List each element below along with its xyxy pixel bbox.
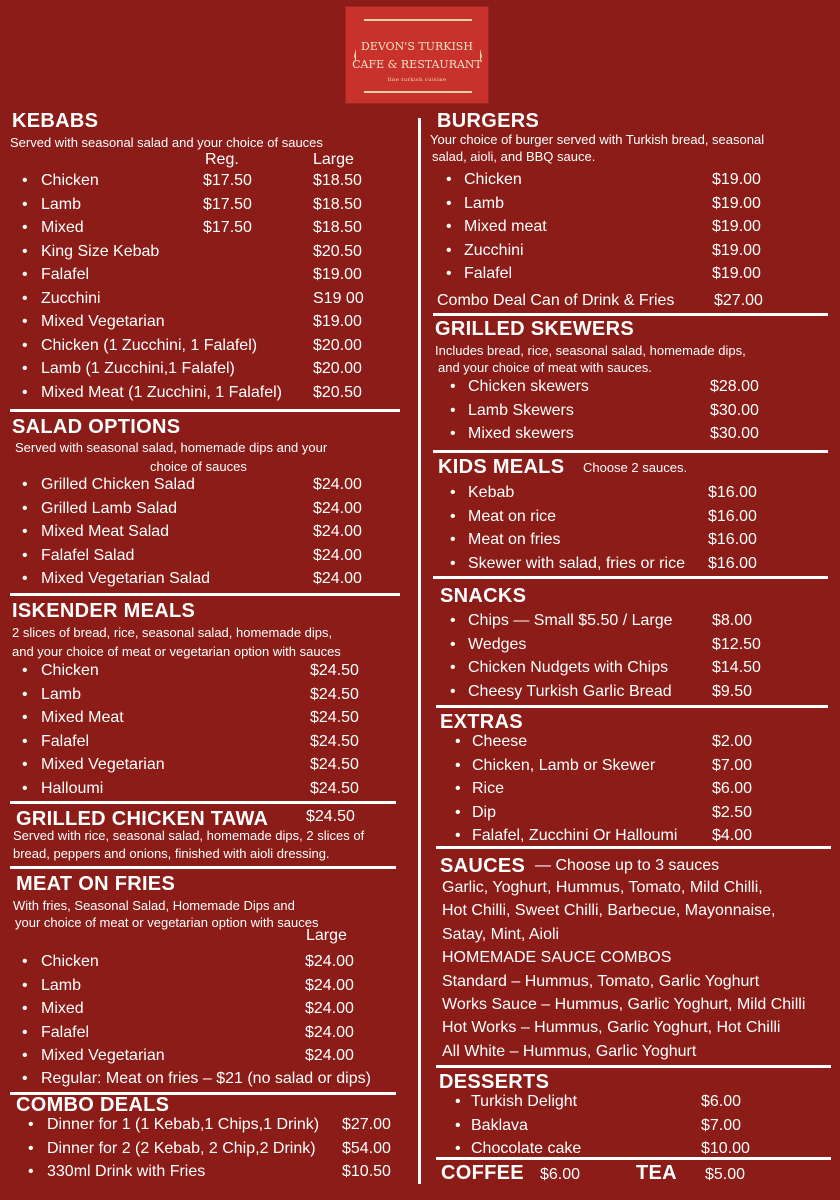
fries-item — [22, 953, 402, 975]
bullet: • — [22, 685, 28, 703]
item-name: 330ml Drink with Fries — [47, 1163, 206, 1180]
iskender-item — [22, 662, 402, 684]
fries-regular-note — [22, 1070, 402, 1092]
burgers-description-line2: salad, aioli, and BBQ sauce. — [432, 149, 596, 164]
item-price: $24.00 — [305, 1047, 354, 1064]
kids-item — [450, 508, 825, 530]
combo-item — [28, 1163, 408, 1185]
bullet: • — [450, 484, 456, 501]
item-name: Mixed — [41, 1000, 84, 1017]
item-price: $16.00 — [708, 484, 757, 501]
bullet: • — [455, 827, 461, 844]
iskender-item — [22, 686, 402, 708]
item-price-large: $20.00 — [313, 360, 362, 377]
snacks-title: SNACKS — [440, 585, 527, 607]
item-price: $19.00 — [712, 171, 761, 188]
item-name: Rice — [472, 780, 505, 797]
item-price: $24.00 — [313, 499, 362, 517]
skewer-item — [450, 402, 825, 424]
item-price-large: $20.50 — [313, 383, 362, 401]
kebab-item — [22, 337, 402, 359]
column-divider — [418, 118, 421, 1184]
bullet: • — [22, 546, 28, 564]
bullet: • — [22, 219, 28, 236]
kids-note: Choose 2 sauces. — [583, 460, 688, 475]
kebab-item — [22, 243, 402, 265]
salad-title: SALAD OPTIONS — [12, 416, 181, 438]
kebabs-divider — [10, 409, 400, 412]
bullet: • — [450, 507, 456, 525]
combo-title: COMBO DEALS — [16, 1094, 170, 1116]
coffee-label: COFFEE — [441, 1162, 524, 1184]
bullet: • — [22, 953, 28, 970]
item-price: $30.00 — [710, 425, 759, 442]
bullet: • — [22, 732, 28, 750]
bullet: • — [446, 265, 452, 282]
bullet: • — [28, 1116, 34, 1133]
item-name: Kebab — [468, 484, 515, 501]
kids-item — [450, 484, 825, 506]
item-price: $10.50 — [342, 1163, 391, 1180]
bullet: • — [22, 336, 28, 354]
bullet: • — [446, 241, 452, 259]
skewers-description-line1: Includes bread, rice, seasonal salad, homemade dips, — [435, 343, 746, 358]
bullet: • — [22, 1000, 28, 1017]
salad-item — [22, 523, 402, 545]
item-price-large: $19.00 — [313, 313, 362, 330]
desserts-divider — [436, 1157, 831, 1160]
iskender-title: ISKENDER MEALS — [12, 600, 196, 622]
skewers-description-line2: and your choice of meat with sauces. — [438, 360, 652, 375]
kebab-item — [22, 313, 402, 335]
kebabs-title: KEBABS — [12, 110, 99, 132]
kebab-item — [22, 290, 402, 312]
bullet: • — [455, 1093, 461, 1110]
snack-item — [450, 612, 825, 634]
sauce-line: Hot Chilli, Sweet Chilli, Barbecue, Mayonnaise, — [442, 902, 776, 920]
iskender-item — [22, 780, 402, 802]
item-name: Chicken — [41, 662, 99, 679]
salad-item — [22, 500, 402, 522]
item-name: Falafel Salad — [41, 546, 135, 564]
item-price: $6.00 — [701, 1093, 742, 1110]
salad-description-line1: Served with seasonal salad, homemade dips and your — [15, 440, 328, 455]
item-price-large: S19 00 — [313, 289, 364, 307]
kids-item — [450, 555, 825, 577]
item-name: Falafel, Zucchini Or Halloumi — [472, 827, 678, 844]
sauce-line: All White – Hummus, Garlic Yoghurt — [442, 1042, 697, 1060]
bullet: • — [22, 313, 28, 330]
tawa-description-line2: bread, peppers and onions, finished with aioli dressing. — [13, 846, 330, 861]
sauce-line: Garlic, Yoghurt, Hummus, Tomato, Mild Chilli, — [442, 879, 763, 896]
item-name: Mixed Meat (1 Zucchini, 1 Falafel) — [41, 383, 282, 401]
item-price: $24.50 — [310, 732, 359, 750]
item-price: $24.50 — [310, 685, 359, 703]
item-price-large: $18.50 — [313, 195, 362, 213]
item-price: $24.00 — [313, 523, 362, 540]
bullet: • — [450, 612, 456, 629]
bullet: • — [22, 1023, 28, 1041]
burgers-title: BURGERS — [437, 110, 540, 132]
burgers-description-line1: Your choice of burger served with Turkish bread, seasonal — [430, 132, 765, 147]
item-name: Falafel — [41, 266, 90, 283]
bullet: • — [22, 662, 28, 679]
item-price: $30.00 — [710, 401, 759, 419]
item-price: $24.50 — [310, 779, 359, 797]
item-name: Zucchini — [464, 241, 524, 259]
bullet: • — [455, 1140, 461, 1157]
item-price-large: $20.50 — [313, 242, 362, 260]
item-name: Lamb Skewers — [468, 401, 574, 419]
bullet: • — [22, 499, 28, 517]
iskender-item — [22, 709, 402, 731]
item-price: $12.50 — [712, 635, 761, 653]
item-name: Mixed Vegetarian Salad — [41, 570, 210, 587]
item-name: Chicken — [41, 953, 99, 970]
skewers-title: GRILLED SKEWERS — [435, 318, 634, 340]
bullet: • — [450, 682, 456, 700]
item-name: Chicken, Lamb or Skewer — [472, 756, 656, 774]
item-price: $19.00 — [712, 265, 761, 282]
item-name: Meat on fries — [468, 531, 561, 548]
item-price-large: $20.00 — [313, 336, 362, 354]
item-name: Lamb (1 Zucchini,1 Falafel) — [41, 360, 235, 377]
burger-item — [446, 195, 826, 217]
item-name: Skewer with salad, fries or rice — [468, 554, 685, 572]
snack-item — [450, 659, 825, 681]
extras-divider — [436, 846, 831, 849]
item-price: $24.50 — [310, 756, 359, 773]
bullet: • — [22, 709, 28, 726]
kebabs-description: Served with seasonal salad and your choice of sauces — [10, 135, 323, 150]
item-price: $2.50 — [712, 803, 753, 821]
item-name: Mixed Vegetarian — [41, 313, 165, 330]
tea-label: TEA — [636, 1162, 677, 1184]
item-price: $24.50 — [310, 709, 359, 726]
extra-item — [455, 804, 830, 826]
kebabs-reg-header: Reg. — [205, 151, 239, 168]
salad-item — [22, 476, 402, 498]
bullet: • — [22, 779, 28, 797]
bullet: • — [450, 635, 456, 653]
item-price: $4.00 — [712, 827, 753, 844]
item-name: Lamb — [464, 194, 505, 212]
item-price-reg: $17.50 — [203, 195, 252, 213]
item-name: Dip — [472, 803, 497, 821]
bullet: • — [450, 531, 456, 548]
fries-description-line1: With fries, Seasonal Salad, Homemade Dips and — [13, 898, 295, 913]
item-name: Mixed Meat Salad — [41, 523, 170, 540]
extra-item — [455, 733, 830, 755]
kids-divider — [433, 576, 828, 579]
item-price: $28.00 — [710, 378, 759, 395]
skewers-divider — [433, 450, 828, 453]
item-name: Chicken (1 Zucchini, 1 Falafel) — [41, 336, 258, 354]
combo-item — [28, 1116, 408, 1138]
item-name: Grilled Lamb Salad — [41, 499, 178, 517]
sauce-line: Satay, Mint, Aioli — [442, 925, 560, 943]
sauce-line: Hot Works – Hummus, Garlic Yoghurt, Hot Chilli — [442, 1019, 781, 1037]
item-price-large: $19.00 — [313, 266, 362, 283]
item-name: Chocolate cake — [471, 1140, 582, 1157]
bullet: • — [22, 756, 28, 773]
bullet: • — [22, 523, 28, 540]
item-name: Mixed Vegetarian — [41, 1047, 165, 1064]
extra-item — [455, 757, 830, 779]
kids-item — [450, 531, 825, 553]
kids-title: KIDS MEALS — [438, 456, 565, 478]
kebab-item — [22, 219, 402, 241]
kebab-item — [22, 384, 402, 406]
bullet: • — [450, 378, 456, 395]
coffee-price: $6.00 — [540, 1166, 581, 1183]
bullet: • — [446, 194, 452, 212]
bullet: • — [22, 266, 28, 283]
item-name: Mixed Vegetarian — [41, 756, 165, 773]
item-price: $19.00 — [712, 194, 761, 212]
tawa-description-line1: Served with rice, seasonal salad, homemade dips, 2 slices of — [13, 828, 365, 843]
burgers-combo-price: $27.00 — [714, 292, 763, 309]
iskender-description-line2: and your choice of meat or vegetarian option with sauces — [12, 644, 341, 659]
logo-line-2: CAFE & RESTAURANT — [352, 58, 482, 71]
bullet: • — [450, 425, 456, 442]
item-name: Mixed skewers — [468, 425, 574, 442]
sauce-line: Works Sauce – Hummus, Garlic Yoghurt, Mild Chilli — [442, 996, 806, 1013]
kebab-item — [22, 172, 402, 194]
iskender-description-line1: 2 slices of bread, rice, seasonal salad, homemade dips, — [12, 625, 333, 640]
bullet: • — [22, 289, 28, 307]
item-price-large: $18.50 — [313, 172, 362, 189]
item-price: $9.50 — [712, 682, 753, 700]
item-name: King Size Kebab — [41, 242, 160, 260]
salad-item — [22, 570, 402, 592]
item-name: Chicken Nudgets with Chips — [468, 659, 669, 676]
bullet: • — [22, 242, 28, 260]
bullet: • — [450, 401, 456, 419]
bullet: • — [22, 1047, 28, 1064]
fries-description-line2: your choice of meat or vegetarian option with sauces — [15, 915, 319, 930]
item-name: Falafel — [464, 265, 513, 282]
kebabs-large-header: Large — [313, 151, 354, 168]
bullet: • — [450, 659, 456, 676]
item-name: Chicken — [464, 171, 522, 188]
bullet: • — [455, 1116, 461, 1134]
dessert-item — [455, 1117, 830, 1139]
bullet: • — [22, 383, 28, 401]
bullet: • — [22, 195, 28, 213]
fries-regular-text: Regular: Meat on fries – $21 (no salad or dips) — [41, 1070, 371, 1087]
bullet: • — [446, 171, 452, 188]
dessert-item — [455, 1093, 830, 1115]
item-price: $7.00 — [701, 1116, 742, 1134]
item-name: Mixed meat — [464, 218, 547, 235]
logo-tagline: fine turkish cuisine — [387, 77, 447, 83]
item-price: $2.00 — [712, 733, 753, 750]
restaurant-logo — [345, 6, 489, 104]
item-price: $24.00 — [313, 476, 362, 493]
item-name: Dinner for 2 (2 Kebab, 2 Chip,2 Drink) — [47, 1139, 316, 1157]
bullet: • — [22, 976, 28, 994]
bullet: • — [455, 756, 461, 774]
item-price: $24.00 — [305, 1000, 354, 1017]
item-name: Lamb — [41, 685, 82, 703]
bullet: • — [22, 172, 28, 189]
sauces-divider — [436, 1065, 831, 1068]
extras-title: EXTRAS — [440, 711, 523, 733]
burger-item — [446, 242, 826, 264]
item-name: Cheesy Turkish Garlic Bread — [468, 682, 672, 700]
item-name: Wedges — [468, 635, 527, 653]
kebab-item — [22, 196, 402, 218]
tea-price: $5.00 — [705, 1166, 746, 1183]
item-price: $19.00 — [712, 218, 761, 235]
skewer-item — [450, 425, 825, 447]
tawa-price: $24.50 — [306, 808, 355, 825]
item-name: Chips — Small $5.50 / Large — [468, 612, 673, 629]
item-name: Lamb — [41, 976, 82, 994]
sauces-title: SAUCES — [440, 855, 526, 877]
kebab-item — [22, 360, 402, 382]
fries-large-header: Large — [306, 927, 347, 944]
sauces-note: — Choose up to 3 sauces — [535, 857, 720, 874]
item-name: Meat on rice — [468, 507, 557, 525]
fries-item — [22, 977, 402, 999]
fries-item — [22, 1047, 402, 1069]
item-name: Turkish Delight — [471, 1093, 578, 1110]
item-price: $16.00 — [708, 531, 757, 548]
snacks-divider — [436, 705, 828, 708]
snack-item — [450, 636, 825, 658]
item-price: $24.00 — [305, 953, 354, 970]
desserts-title: DESSERTS — [439, 1071, 550, 1093]
salad-description-line2: choice of sauces — [150, 459, 247, 474]
bullet: • — [22, 1070, 28, 1087]
bullet: • — [446, 218, 452, 235]
salad-item — [22, 547, 402, 569]
item-name: Chicken skewers — [468, 378, 589, 395]
item-price: $24.00 — [313, 546, 362, 564]
sauce-combos-heading: HOMEMADE SAUCE COMBOS — [442, 949, 672, 967]
kebab-item — [22, 266, 402, 288]
iskender-item — [22, 733, 402, 755]
item-name: Halloumi — [41, 779, 104, 797]
bullet: • — [455, 803, 461, 821]
bullet: • — [22, 476, 28, 493]
bullet: • — [22, 570, 28, 587]
item-price: $24.00 — [305, 976, 354, 994]
item-price: $6.00 — [712, 780, 753, 797]
item-price: $54.00 — [342, 1139, 391, 1157]
skewer-item — [450, 378, 825, 400]
item-price-large: $18.50 — [313, 219, 362, 236]
combo-item — [28, 1140, 408, 1162]
logo-line-1: DEVON'S TURKISH — [361, 40, 473, 53]
item-name: Baklava — [471, 1116, 528, 1134]
item-price: $16.00 — [708, 554, 757, 572]
burgers-divider — [433, 313, 828, 316]
bullet: • — [22, 360, 28, 377]
item-name: Zucchini — [41, 289, 101, 307]
item-name: Grilled Chicken Salad — [41, 476, 195, 493]
bullet: • — [28, 1163, 34, 1180]
item-price: $10.00 — [701, 1140, 750, 1157]
bullet: • — [455, 780, 461, 797]
item-price: $16.00 — [708, 507, 757, 525]
item-price: $8.00 — [712, 612, 753, 629]
snack-item — [450, 683, 825, 705]
salad-divider — [10, 593, 400, 596]
iskender-divider — [10, 801, 396, 804]
burgers-combo-label: Combo Deal Can of Drink & Fries — [437, 292, 675, 309]
item-price: $24.00 — [305, 1023, 354, 1041]
item-name: Falafel — [41, 1023, 90, 1041]
item-price: $27.00 — [342, 1116, 391, 1133]
burger-item — [446, 265, 826, 287]
item-price: $24.00 — [313, 570, 362, 587]
item-price: $19.00 — [712, 241, 761, 259]
burger-item — [446, 171, 826, 193]
item-price-reg: $17.50 — [203, 172, 252, 189]
extra-item — [455, 780, 830, 802]
item-name: Lamb — [41, 195, 82, 213]
item-price: $14.50 — [712, 659, 761, 676]
item-price: $24.50 — [310, 662, 359, 679]
item-name: Falafel — [41, 732, 90, 750]
fries-item — [22, 1000, 402, 1022]
sauce-line: Standard – Hummus, Tomato, Garlic Yoghurt — [442, 972, 760, 990]
tawa-divider — [10, 866, 396, 869]
item-name: Mixed — [41, 219, 84, 236]
tawa-title: GRILLED CHICKEN TAWA — [16, 808, 269, 830]
bullet: • — [28, 1139, 34, 1157]
item-price: $7.00 — [712, 756, 753, 774]
fries-item — [22, 1024, 402, 1046]
bullet: • — [450, 554, 456, 572]
item-name: Chicken — [41, 172, 99, 189]
bullet: • — [455, 733, 461, 750]
item-name: Cheese — [472, 733, 528, 750]
item-name: Mixed Meat — [41, 709, 124, 726]
item-price-reg: $17.50 — [203, 219, 252, 236]
iskender-item — [22, 756, 402, 778]
fries-title: MEAT ON FRIES — [16, 873, 176, 895]
burger-item — [446, 218, 826, 240]
item-name: Dinner for 1 (1 Kebab,1 Chips,1 Drink) — [47, 1116, 320, 1133]
